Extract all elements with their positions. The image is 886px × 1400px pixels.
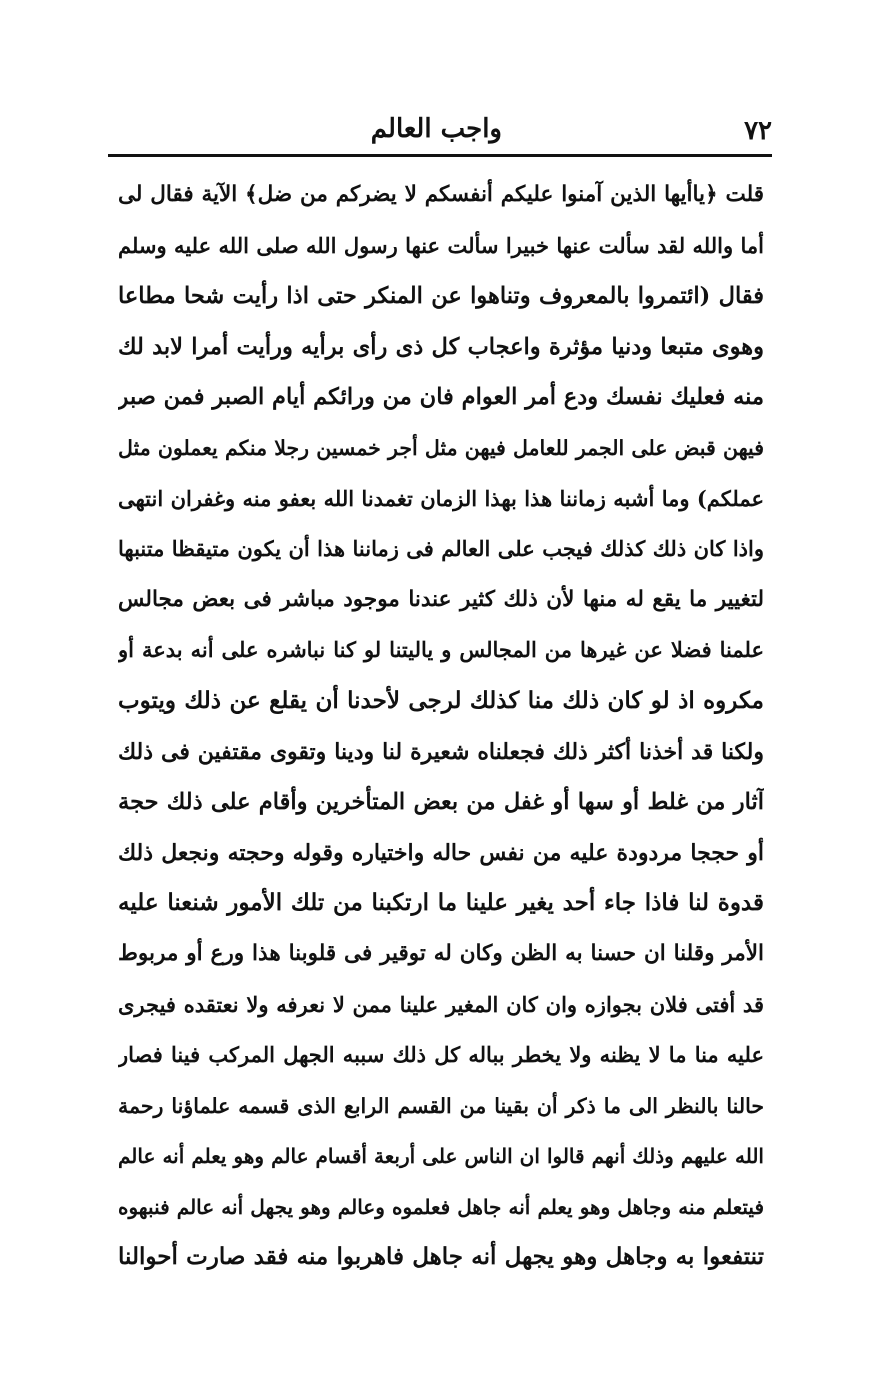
body-text: [118, 170, 764, 1283]
text-line: قدوة لنا فاذا جاء أحد يغير علينا ما ارتكبنا من تلك الأمور شنعنا عليه: [118, 889, 764, 917]
header-rule: [108, 154, 772, 157]
text-line: واذا كان ذلك كذلك فيجب على العالم فى زماننا هذا أن يكون متيقظا متنبها: [118, 536, 764, 562]
text-line: علمنا فضلا عن غيرها من المجالس و ياليتنا لو كنا نباشره على أنه بدعة أو: [118, 637, 764, 663]
text-line: عملكم) وما أشبه زماننا هذا بهذا الزمان تغمدنا الله بعفو منه وغفران انتهى: [118, 485, 764, 511]
text-line: فيتعلم منه وجاهل وهو يعلم أنه جاهل فعلموه وعالم وهو يجهل أنه عالم فنبهوه: [118, 1194, 764, 1219]
text-line: الأمر وقلنا ان حسنا به الظن وكان له توقير فى قلوبنا هذا ورع أو مربوط: [118, 940, 764, 966]
text-line: منه فعليك نفسك ودع أمر العوام فان من ورائكم أيام الصبر فمن صبر: [118, 384, 764, 411]
text-line: فقال (ائتمروا بالمعروف وتناهوا عن المنكر حتى اذا رأيت شحا مطاعا: [118, 283, 764, 310]
text-line: قلت ﴿ياأيها الذين آمنوا عليكم أنفسكم لا يضركم من ضل﴾ الآية فقال لى: [118, 182, 764, 207]
text-line: لتغيير ما يقع له منها لأن ذلك كثير عندنا موجود مباشر فى بعض مجالس: [118, 586, 764, 612]
running-title: واجب العالم: [370, 114, 502, 144]
text-line: ولكنا قد أخذنا أكثر ذلك فجعلناه شعيرة لنا ودينا وتقوى مقتفين فى ذلك: [118, 738, 764, 765]
text-line: أو حججا مردودة عليه من نفس حاله واختياره وقوله وحجته ونجعل ذلك: [118, 839, 764, 866]
text-line: قد أفتى فلان بجوازه وان كان المغير علينا ممن لا نعرفه ولا نعتقده فيجرى: [118, 991, 764, 1017]
text-line: تنتفعوا به وجاهل وهو يجهل أنه جاهل فاهربوا منه فقد صارت أحوالنا: [118, 1243, 764, 1271]
text-line: فيهن قبض على الجمر للعامل فيهن مثل أجر خمسين رجلا منكم يعملون مثل: [118, 435, 764, 460]
text-line: حالنا بالنظر الى ما ذكر أن بقينا من القسم الرابع الذى قسمه علماؤنا رحمة: [118, 1093, 764, 1118]
text-line: عليه منا ما لا يظنه ولا يخطر بباله كل ذلك سببه الجهل المركب فينا فصار: [118, 1042, 764, 1068]
page-header: [108, 112, 772, 152]
page-number: ٧٢: [744, 116, 772, 146]
text-line: آثار من غلط أو سها أو غفل من بعض المتأخرين وأقام على ذلك حجة: [118, 789, 764, 816]
text-line: أما والله لقد سألت عنها خبيرا سألت عنها رسول الله صلى الله عليه وسلم: [118, 232, 764, 258]
text-line: مكروه اذ لو كان ذلك منا كذلك لرجى لأحدنا أن يقلع عن ذلك ويتوب: [118, 686, 764, 714]
text-line: الله عليهم وذلك أنهم قالوا ان الناس على أربعة أقسام عالم وهو يعلم أنه عالم: [118, 1144, 764, 1169]
text-line: وهوى متبعا ودنيا مؤثرة واعجاب كل ذى رأى برأيه ورأيت أمرا لابد لك: [118, 333, 764, 360]
